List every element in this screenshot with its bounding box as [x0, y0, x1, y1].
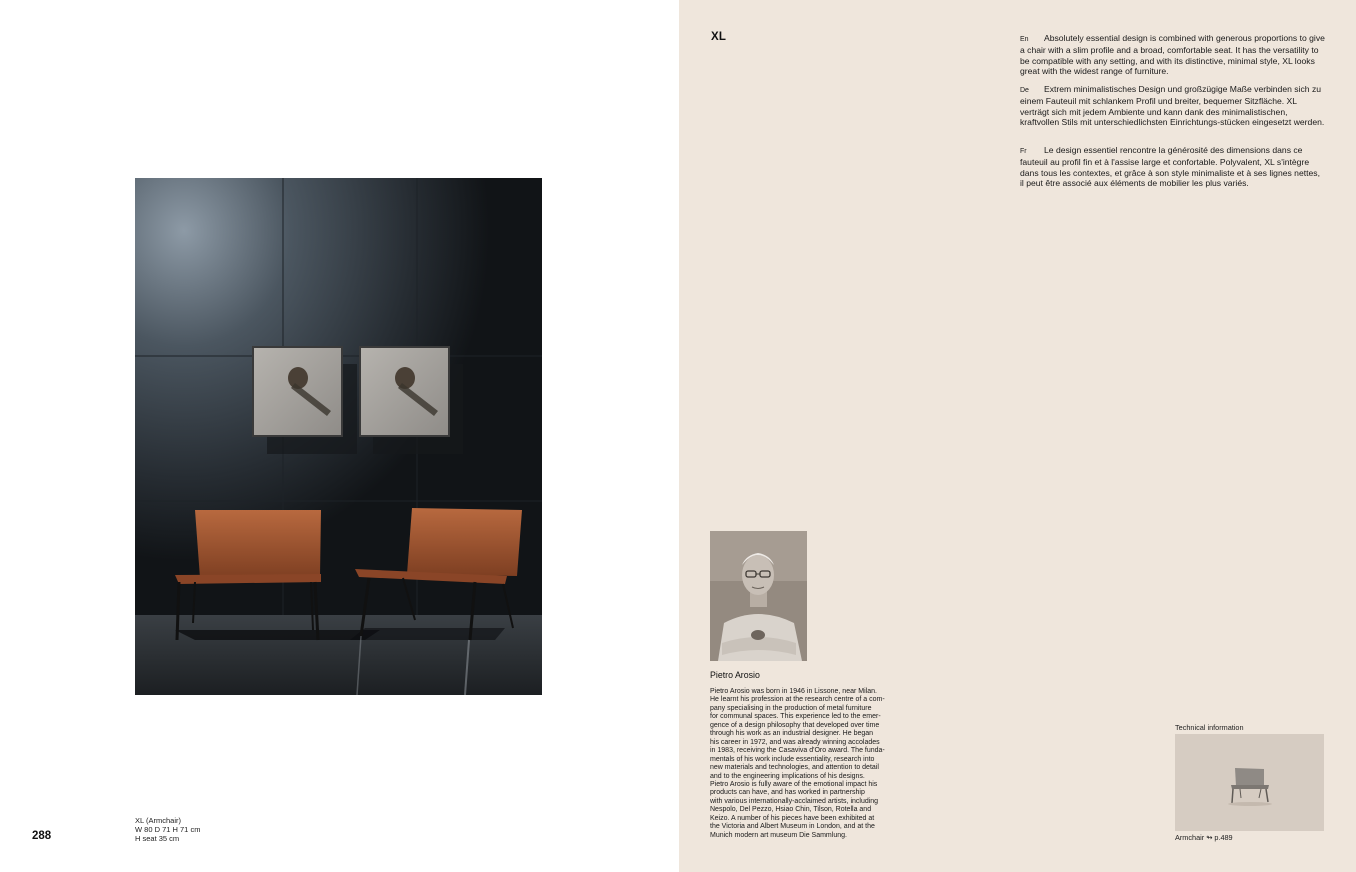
- description-text: Absolutely essential design is combined with generous proportions to give a chair with a slim profile and a broad, comfortable seat. It has the versatility to be compatible with any setting, and with its distinctive, minimal style, XL looks great with the widest range of furniture.: [1020, 33, 1325, 76]
- description-english: [1020, 33, 1325, 76]
- designer-bio: Pietro Arosio was born in 1946 in Lissone, near Milan. He learnt his profession at the research centre of a com- pany specialising in the production of metal furniture for communal spaces. This experience led to the emer- gence of a design philosophy that developed over time through his work as an industrial designer. He began his career in 1972, and was already winning accolades in 1983, receiving the Casaviva d'Oro award. The funda- mentals of his work include essentiality, research into new materials and technologies, and attention to detail and to the engineering implications of his designs. Pietro Arosio is fully aware of the emotional impact his products can have, and has worked in partnership with various internationally-acclaimed artists, including Nespolo, Del Pezzo, Hsiao Chin, Tilson, Rotella and Keizo. A number of his pieces have been exhibited at the Victoria and Albert Museum in London, and at the Munich modern art museum Die Sammlung.: [710, 688, 885, 839]
- description-french: [1020, 145, 1325, 188]
- designer-name: Pietro Arosio: [710, 670, 760, 680]
- caption-line: W 80 D 71 H 71 cm: [135, 825, 201, 834]
- language-tag: De: [1020, 87, 1029, 94]
- description-text: Le design essentiel rencontre la générosité des dimensions dans ce fauteuil au profil fin et à l'assise large et confortable. Polyvalent, XL s'intègre dans tous les contextes, et grâce à son style minimaliste et à ses lignes nettes, il peut être associé aux éléments de mobilier les plus variés.: [1020, 145, 1320, 188]
- designer-portrait: [710, 531, 807, 661]
- description-text: Extrem minimalistisches Design und großzügige Maße verbinden sich zu einem Fauteuil mit schlankem Profil und breiter, bequemer Sitzfläche. XL verträgt sich mit jedem Ambiente und kann dank des minimalistischen, kraftvollen Stils mit unterschiedlichsten Einrichtungs-stücken eingesetzt werden.: [1020, 84, 1325, 127]
- caption-line: XL (Armchair): [135, 816, 181, 825]
- product-title: XL: [711, 31, 727, 43]
- caption-line: H seat 35 cm: [135, 834, 180, 843]
- right-page: [679, 0, 1356, 872]
- technical-information-label: Technical information: [1175, 723, 1244, 732]
- technical-page-reference-link[interactable]: Armchair ↬ p.489: [1175, 833, 1233, 842]
- armchair-thumbnail[interactable]: [1175, 734, 1324, 831]
- description-german: [1020, 84, 1325, 127]
- hero-photo-armchairs: [135, 178, 542, 695]
- language-tag: En: [1020, 36, 1029, 43]
- page-number: 288: [32, 830, 52, 842]
- language-tag: Fr: [1020, 148, 1027, 155]
- product-caption: [135, 816, 200, 843]
